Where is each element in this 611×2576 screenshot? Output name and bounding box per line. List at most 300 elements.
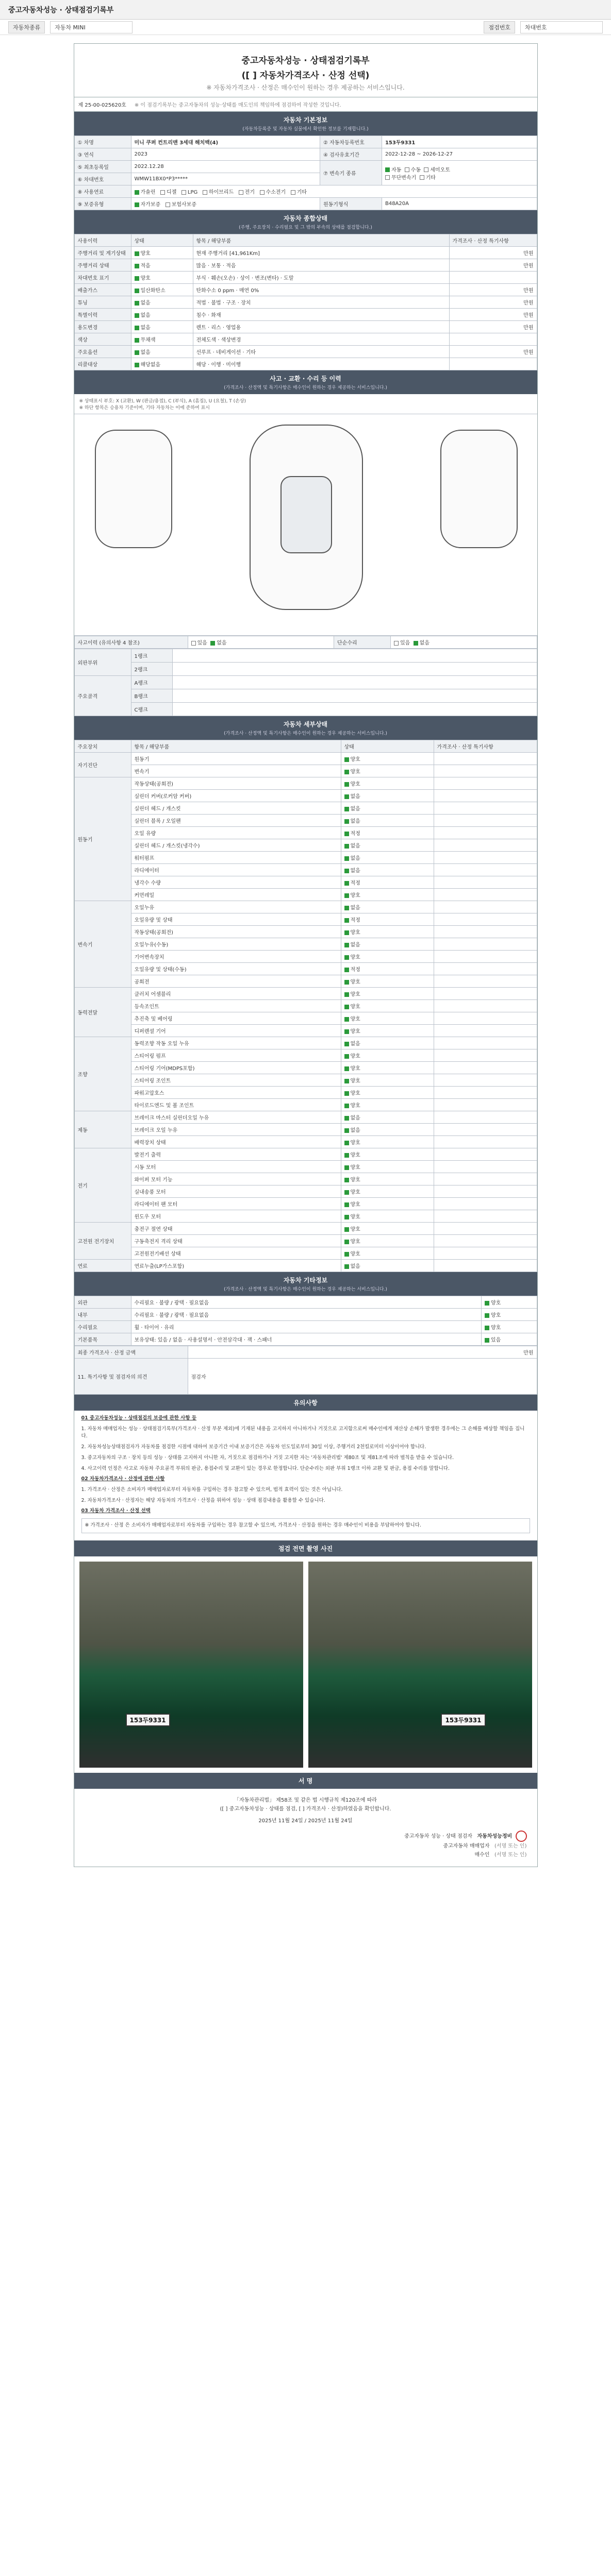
checkbox-icon	[385, 175, 390, 180]
detail-row	[74, 1049, 537, 1062]
notice-item: 1. 가격조사 · 산정은 소비자가 매매업자로부터 자동차를 구입하는 경우 참고할 수 있으며, 법적 효력이 있는 것은 아닙니다.	[81, 1487, 343, 1493]
checkbox-icon	[135, 338, 139, 343]
detail-row	[74, 1012, 537, 1025]
damage-legend	[74, 394, 537, 414]
license-plate: 153두9331	[441, 1714, 485, 1726]
detail-item-state	[341, 1136, 434, 1148]
rank-label: A랭크	[131, 676, 172, 689]
detail-row	[74, 1148, 537, 1161]
section-notice-title: 유의사항	[293, 1399, 318, 1406]
filter-value-1[interactable]: 자동차 MINI	[50, 21, 133, 33]
sign-text-2: ([ ] 중고자동차성능 · 상태를 점검, [ ] 가격조사 · 산정)하였음을 확인합니다.	[220, 1806, 391, 1812]
detail-item-note	[434, 1025, 537, 1037]
detail-row	[74, 1037, 537, 1049]
state-text: 양호	[350, 1140, 360, 1146]
detail-item-state	[341, 913, 434, 926]
state-text: 양호	[350, 1177, 360, 1183]
section-extra-title: 자동차 기타정보	[283, 1277, 328, 1284]
detail-item-note	[434, 1247, 537, 1260]
sign-text-1: 「자동차관리법」 제58조 및 같은 법 시행규칙 제120조에 따라	[234, 1797, 377, 1803]
state-text: 없음	[350, 843, 360, 849]
detail-item-state	[341, 1124, 434, 1136]
fuel-label: ⑧ 사용연료	[74, 185, 131, 198]
section-basic-title: 자동차 기본정보	[283, 116, 328, 124]
section-sign-header	[74, 1773, 537, 1789]
state-text: 없음	[350, 1115, 360, 1121]
checkbox-icon	[135, 363, 139, 367]
detail-item-note	[434, 852, 537, 864]
detail-row	[74, 1000, 537, 1012]
state-text: 있음	[490, 1337, 501, 1343]
notice-body	[74, 1411, 537, 1540]
section-sign-title: 서 명	[298, 1777, 313, 1785]
notice-item: 4. 사고이력 인정은 사고로 자동차 주요골격 부위의 판금, 용접수리 및 교환이 있는 경우로 한정합니다. 단순수리는 외판 부위 1랭크 이하 교환 및 판금, 용접 수리를 말합니다.	[81, 1465, 450, 1471]
sign-dealer-label: 중고자동차 매매업자	[443, 1843, 490, 1849]
detail-row	[74, 827, 537, 839]
seal-stamp-icon	[516, 1831, 527, 1842]
detail-item-state	[341, 1025, 434, 1037]
detail-item-note	[434, 1148, 537, 1161]
checkbox-icon	[344, 782, 349, 787]
detail-item-name: 스티어링 기어(MDPS포함)	[131, 1062, 341, 1074]
state-text: 양호	[350, 769, 360, 775]
detail-item-note	[434, 753, 537, 765]
accident-options: 있음 없음	[188, 636, 334, 649]
checkbox-icon	[344, 1042, 349, 1046]
checkbox-icon	[344, 1227, 349, 1232]
detail-item-name: 오일유량 및 상태(수동)	[131, 963, 341, 975]
status-item-name: 색상	[74, 333, 131, 346]
extra-item-options: 수리필요 · 불량 / 광택 · 필요없음	[131, 1309, 481, 1321]
status-row	[74, 358, 537, 370]
detail-item-state	[341, 926, 434, 938]
section-status-header	[74, 210, 537, 234]
status-item-name: 차대번호 표기	[74, 272, 131, 284]
detail-row	[74, 815, 537, 827]
detail-item-state	[341, 839, 434, 852]
car-photo-rear	[308, 1562, 532, 1768]
detail-row	[74, 1074, 537, 1087]
status-item-detail: 탄화수소 0 ppm · 매연 0%	[193, 284, 449, 296]
status-item-state	[131, 358, 193, 370]
detail-row	[74, 1025, 537, 1037]
detail-item-note	[434, 901, 537, 913]
detail-item-state	[341, 1235, 434, 1247]
detail-item-name: 오일누유(수동)	[131, 938, 341, 951]
state-text: 양호	[350, 979, 360, 985]
checkbox-icon	[344, 930, 349, 935]
detail-group-name: 변속기	[74, 901, 131, 988]
detail-item-name: 워터펌프	[131, 852, 341, 864]
section-damage-header	[74, 370, 537, 394]
rank-row	[74, 663, 537, 676]
detail-item-name: 충전구 절연 상태	[131, 1223, 341, 1235]
extra-row	[74, 1296, 537, 1309]
detail-row	[74, 1223, 537, 1235]
state-text: 없음	[140, 350, 151, 355]
detail-item-note	[434, 1173, 537, 1185]
state-text: 없음	[140, 313, 151, 318]
detail-item-note	[434, 938, 537, 951]
license-plate: 153두9331	[126, 1714, 170, 1726]
state-text: 일산화탄소	[140, 288, 166, 294]
detail-item-note	[434, 913, 537, 926]
rank-value	[172, 676, 537, 689]
detail-item-name: 냉각수 수량	[131, 876, 341, 889]
state-text: 없음	[350, 905, 360, 911]
state-text: 양호	[350, 1153, 360, 1158]
state-text: 양호	[350, 1251, 360, 1257]
detail-row	[74, 790, 537, 802]
checkbox-icon	[344, 819, 349, 824]
detail-col-2: 항목 / 해당부품	[131, 740, 341, 753]
detail-item-state	[341, 1074, 434, 1087]
sign-mark: (서명 또는 인)	[494, 1843, 527, 1849]
checkbox-icon	[344, 1017, 349, 1022]
detail-item-note	[434, 1000, 537, 1012]
extra-item-name: 외관	[74, 1296, 131, 1309]
detail-item-state	[341, 1000, 434, 1012]
checkbox-icon	[344, 1215, 349, 1219]
state-text: 없음	[350, 868, 360, 874]
state-text: 양호	[350, 1214, 360, 1220]
sign-inspector-line	[85, 1831, 527, 1842]
detail-item-name: 실린더 헤드 / 개스킷	[131, 802, 341, 815]
detail-item-note	[434, 1124, 537, 1136]
doc-number-line	[74, 97, 537, 112]
status-col-2: 상태	[131, 234, 193, 247]
first-reg-value: 2022.12.28	[131, 161, 320, 173]
status-item-name: 주행거리 및 계기상태	[74, 247, 131, 259]
rank-row	[74, 649, 537, 663]
detail-group-name: 고전원 전기장치	[74, 1223, 131, 1260]
detail-item-state	[341, 1210, 434, 1223]
notice-item: ※ 가격조사 · 산정 은 소비자가 매매업자로부터 자동차를 구입하는 경우 참고할 수 있으며, 가격조사 · 산정을 원하는 경우 매수인이 비용을 부담하여야 합니다.	[81, 1518, 530, 1533]
document-subtitle: ※ 자동차가격조사 · 산정은 매수인이 원하는 경우 제공하는 서비스입니다.	[206, 84, 405, 91]
detail-item-note	[434, 1062, 537, 1074]
state-text: 양호	[350, 1054, 360, 1059]
detail-item-name: 와이퍼 모터 기능	[131, 1173, 341, 1185]
state-text: 양호	[490, 1325, 501, 1331]
detail-item-name: 시동 모터	[131, 1161, 341, 1173]
status-table	[74, 234, 537, 370]
detail-item-note	[434, 815, 537, 827]
car-diagram	[74, 414, 537, 636]
notice-item: 2. 자동차가격조사 · 산정자는 해당 자동차의 가격조사 · 산정을 위하여 성능 · 상태 점검내용을 활용할 수 있습니다.	[81, 1497, 325, 1503]
rank-label: 2랭크	[131, 663, 172, 676]
detail-group-name: 원동기	[74, 777, 131, 901]
detail-item-note	[434, 951, 537, 963]
status-item-state	[131, 321, 193, 333]
detail-item-name: 오일누유	[131, 901, 341, 913]
detail-row	[74, 876, 537, 889]
state-text: 없음	[140, 325, 151, 331]
extra-item-state	[481, 1333, 537, 1346]
checkbox-icon	[135, 251, 139, 256]
status-row	[74, 284, 537, 296]
section-photo-title: 점검 전면 촬영 사진	[278, 1545, 333, 1552]
car-name-label: ① 차명	[74, 136, 131, 148]
rank-value	[172, 663, 537, 676]
doc-number: 제 25-00-025620호	[78, 103, 126, 108]
section-basic-header	[74, 112, 537, 135]
detail-row	[74, 777, 537, 790]
detail-item-state	[341, 988, 434, 1000]
extra-item-state	[481, 1309, 537, 1321]
basic-info-table	[74, 135, 537, 210]
detail-item-note	[434, 1099, 537, 1111]
extra-item-options: 수리필요 · 불량 / 광택 · 필요없음	[131, 1296, 481, 1309]
state-text: 적정	[350, 880, 360, 886]
checkbox-icon	[424, 167, 428, 172]
status-item-name: 리콜대상	[74, 358, 131, 370]
detail-item-name: 오일 유량	[131, 827, 341, 839]
status-item-note: 만원	[449, 247, 537, 259]
state-text: 해당없음	[140, 362, 161, 368]
fuel-options: 가솔린 디젤 LPG 하이브리드 전기 수소전기 기타	[131, 185, 537, 198]
status-item-state	[131, 309, 193, 321]
state-text: 양호	[350, 955, 360, 960]
detail-row	[74, 1198, 537, 1210]
detail-group-name: 자기진단	[74, 753, 131, 777]
state-text: 양호	[350, 1103, 360, 1109]
section-detail-sub: (가격조사 · 산정액 및 특기사항은 매수인이 원하는 경우 제공하는 서비스입니다.)	[224, 731, 387, 736]
doc-notice: ※ 이 점검기록부는 중고자동차의 성능·상태를 매도인의 책임하에 점검하여 작성한 것입니다.	[134, 103, 341, 108]
checkbox-icon	[344, 1005, 349, 1009]
section-basic-sub: (자동차등록증 및 자동차 실물에서 확인한 정보를 기재합니다.)	[242, 127, 369, 132]
detail-row	[74, 913, 537, 926]
checkbox-icon	[344, 881, 349, 886]
simple-repair-options: 있음 없음	[391, 636, 537, 649]
detail-item-name: 라디에이터 팬 모터	[131, 1198, 341, 1210]
detail-item-name: 변속기	[131, 765, 341, 777]
damage-legend-text: ※ 상태표시 부호: X (교환), W (판금/용접), C (부식), A (흠집), U (요철), T (손상)	[79, 399, 246, 404]
section-extra-header	[74, 1272, 537, 1296]
detail-item-state	[341, 1185, 434, 1198]
checkbox-icon	[405, 167, 409, 172]
state-text: 양호	[350, 1190, 360, 1195]
detail-item-note	[434, 1136, 537, 1148]
state-text: 없음	[350, 806, 360, 812]
rank-value	[172, 649, 537, 663]
detail-item-state	[341, 815, 434, 827]
state-text: 없음	[350, 942, 360, 948]
status-row	[74, 346, 537, 358]
detail-item-state	[341, 975, 434, 988]
detail-item-state	[341, 876, 434, 889]
rank-group-label: 주요골격	[74, 676, 131, 716]
rank-label: C랭크	[131, 703, 172, 716]
checkbox-icon	[344, 992, 349, 997]
rank-table	[74, 649, 537, 716]
detail-item-note	[434, 864, 537, 876]
detail-item-name: 스티어링 펌프	[131, 1049, 341, 1062]
status-item-state	[131, 259, 193, 272]
sign-inspector-name: 자동차성능정비	[477, 1833, 513, 1839]
status-row	[74, 296, 537, 309]
state-text: 없음	[350, 1264, 360, 1269]
detail-item-note	[434, 802, 537, 815]
detail-item-name: 실내송풍 모터	[131, 1185, 341, 1198]
checkbox-icon	[344, 1029, 349, 1034]
extra-item-name: 수리필요	[74, 1321, 131, 1333]
detail-item-name: 기어변속장치	[131, 951, 341, 963]
section-extra-sub: (가격조사 · 산정액 및 특기사항은 매수인이 원하는 경우 제공하는 서비스입니다.)	[224, 1287, 387, 1292]
status-item-state	[131, 296, 193, 309]
status-row	[74, 309, 537, 321]
detail-item-note	[434, 1087, 537, 1099]
detail-item-name: 동력조향 작동 오일 누유	[131, 1037, 341, 1049]
detail-item-name: 커먼레일	[131, 889, 341, 901]
year-label: ③ 연식	[74, 148, 131, 161]
checkbox-icon	[344, 856, 349, 861]
sign-buyer-line	[85, 1851, 527, 1859]
checkbox-icon	[344, 1153, 349, 1158]
status-row	[74, 333, 537, 346]
section-damage-title: 사고 · 교환 · 수리 등 이력	[270, 375, 341, 382]
checkbox-icon	[239, 190, 243, 195]
detail-item-note	[434, 1185, 537, 1198]
reg-no-value: 153두9331	[382, 136, 537, 148]
detail-item-note	[434, 1260, 537, 1272]
checkbox-icon	[344, 980, 349, 985]
checkbox-icon	[344, 1104, 349, 1108]
detail-item-note	[434, 963, 537, 975]
status-item-state	[131, 346, 193, 358]
state-text: 없음	[140, 300, 151, 306]
detail-item-name: 실린더 커버(로커암 커버)	[131, 790, 341, 802]
checkbox-icon	[135, 264, 139, 268]
checkbox-icon	[344, 1252, 349, 1257]
inspector-cell	[188, 1359, 537, 1395]
state-text: 양호	[350, 1227, 360, 1232]
checkbox-icon	[485, 1301, 489, 1306]
status-item-note: 만원	[449, 284, 537, 296]
detail-row	[74, 1062, 537, 1074]
status-row	[74, 321, 537, 333]
detail-item-name: 클러치 어셈블리	[131, 988, 341, 1000]
extra-item-state	[481, 1321, 537, 1333]
detail-item-name: 파워고압호스	[131, 1087, 341, 1099]
vin-value: WMW11BX0*P3*****	[131, 173, 320, 185]
filter-label-1: 자동차종류	[8, 21, 45, 33]
damage-note-text: ※ 하단 항목은 승용차 기준이며, 기타 자동차는 이에 준하여 표시	[79, 405, 210, 411]
detail-row	[74, 1136, 537, 1148]
detail-row	[74, 963, 537, 975]
status-item-state	[131, 284, 193, 296]
detail-row	[74, 1210, 537, 1223]
inspection-document	[74, 43, 538, 1867]
detail-item-name: 작동상태(공회전)	[131, 777, 341, 790]
document-title-2: ([ ] 자동차가격조사 · 산정 선택)	[241, 71, 370, 81]
checkbox-icon	[135, 350, 139, 355]
detail-item-note	[434, 1111, 537, 1124]
detail-item-name: 구동축전지 격리 상태	[131, 1235, 341, 1247]
checkbox-icon	[344, 968, 349, 972]
app-title: 중고자동차성능 · 상태점검기록부	[8, 6, 114, 14]
inspector-label: 점검자	[191, 1375, 206, 1380]
detail-item-note	[434, 876, 537, 889]
state-text: 적정	[350, 831, 360, 837]
detail-item-name: 배력장치 상태	[131, 1136, 341, 1148]
checkbox-icon	[344, 1066, 349, 1071]
checkbox-icon	[203, 190, 207, 195]
detail-item-name: 원동기	[131, 753, 341, 765]
detail-row	[74, 1111, 537, 1124]
detail-item-note	[434, 1161, 537, 1173]
checkbox-icon	[344, 1264, 349, 1269]
detail-item-note	[434, 827, 537, 839]
detail-item-note	[434, 1223, 537, 1235]
state-text: 적음	[140, 263, 151, 269]
signature-block	[74, 1789, 537, 1867]
detail-row	[74, 1260, 537, 1272]
checkbox-icon	[344, 869, 349, 873]
state-text: 적정	[350, 918, 360, 923]
detail-item-note	[434, 889, 537, 901]
status-col-1: 사용이력	[74, 234, 131, 247]
detail-item-state	[341, 1173, 434, 1185]
detail-row	[74, 852, 537, 864]
checkbox-icon	[344, 807, 349, 811]
detail-row	[74, 765, 537, 777]
state-text: 양호	[350, 1202, 360, 1208]
status-item-detail: 적법 · 불법 · 구조 · 장치	[193, 296, 449, 309]
detail-col-3: 상태	[341, 740, 434, 753]
status-item-name: 배출가스	[74, 284, 131, 296]
rank-row	[74, 689, 537, 703]
checkbox-icon	[135, 190, 139, 195]
checkbox-icon	[420, 175, 424, 180]
detail-row	[74, 1087, 537, 1099]
status-item-detail: 해당 · 이행 · 미이행	[193, 358, 449, 370]
filter-value-2[interactable]: 차대번호	[520, 21, 603, 33]
section-status-sub: (주행, 주요장치 · 수리필요 및 그 밖의 부속의 상태를 점검합니다.)	[239, 225, 372, 230]
checkbox-icon	[344, 1116, 349, 1121]
state-text: 양호	[350, 1029, 360, 1035]
detail-item-note	[434, 1037, 537, 1049]
checkbox-icon	[135, 276, 139, 281]
car-name-value: 미니 쿠퍼 컨트리맨 3세대 해치백(4)	[131, 136, 320, 148]
rank-row	[74, 676, 537, 689]
state-text: 없음	[350, 1128, 360, 1133]
detail-item-state	[341, 1161, 434, 1173]
document-title: 중고자동차성능 · 상태점검기록부	[241, 56, 370, 66]
checkbox-icon	[344, 893, 349, 898]
document-header	[74, 44, 537, 97]
extra-item-name: 기본품목	[74, 1333, 131, 1346]
status-col-4: 가격조사 · 산정 특기사항	[449, 234, 537, 247]
checkbox-icon	[485, 1338, 489, 1343]
price-label: 최종 가격조사 · 산정 금액	[74, 1346, 188, 1359]
state-text: 양호	[350, 992, 360, 997]
checkbox-icon	[135, 202, 139, 207]
detail-item-state	[341, 790, 434, 802]
detail-item-name: 실린더 블록 / 오일팬	[131, 815, 341, 827]
detail-item-state	[341, 1247, 434, 1260]
status-item-note	[449, 272, 537, 284]
checkbox-icon	[394, 641, 399, 646]
detail-col-4: 가격조사 · 산정 특기사항	[434, 740, 537, 753]
sign-dealer-line	[85, 1842, 527, 1851]
detail-item-note	[434, 975, 537, 988]
detail-row	[74, 889, 537, 901]
detail-item-state	[341, 777, 434, 790]
detail-item-state	[341, 753, 434, 765]
checkbox-icon	[166, 202, 170, 207]
detail-row	[74, 1185, 537, 1198]
status-item-name: 주요옵션	[74, 346, 131, 358]
